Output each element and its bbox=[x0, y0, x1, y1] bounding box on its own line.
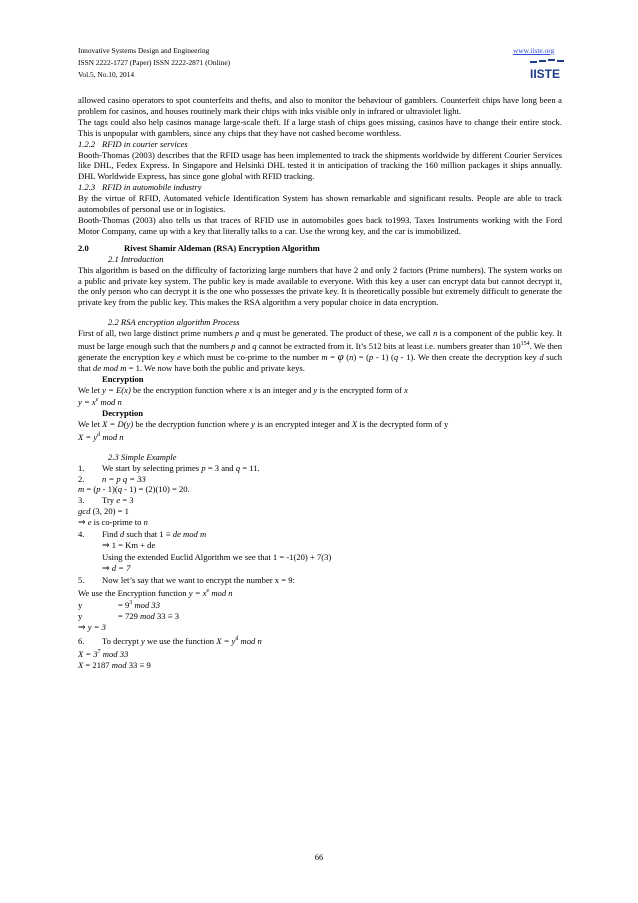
volume-line: Vol.5, No.10, 2014 bbox=[78, 70, 135, 79]
implies-icon: ⇒ bbox=[78, 623, 86, 634]
subsection-2-3: 2.3 Simple Example bbox=[108, 451, 177, 462]
subsection-1-2-2: 1.2.2 RFID in courier services bbox=[78, 138, 188, 149]
example-step-5: 5. Now let’s say that we want to encrypt the number x = 9: bbox=[78, 574, 295, 585]
example-enc-function: We use the Encryption function $y = x^e$ mod n bbox=[78, 587, 233, 598]
paragraph-ford: Booth-Thomas (2003) also tells us that traces of RFID use in automobiles goes back to1993. Taxes Instruments working with the Ford Motor Company, came up with a key that literally talks to a car. Use the wrong key, and the car is immobilized. bbox=[78, 214, 562, 236]
example-y-calc-1: $y = 9^3$ mod 33 bbox=[78, 600, 160, 611]
paragraph-theft: The tags could also help casinos manage large-scale theft. If a large stash of chips goes missing, casinos have to change their entire stock. This is unpopular with gamblers, since any chips that they have not cashed become worthless. bbox=[78, 116, 562, 138]
subsection-2-2: 2.2 RSA encryption algorithm Process bbox=[108, 317, 240, 328]
paragraph-casino: allowed casino operators to spot counterfeits and thefts, and also to monitor the behaviour of gamblers. Counterfeit chips have long been a problem for casinos, and houses routinely mark their chips with inks visible only in infrared or ultraviolet light. bbox=[78, 95, 562, 116]
example-coprime: ⇒ e is co-prime to n bbox=[78, 517, 148, 529]
paragraph-automobile: By the virtue of RFID, Automated vehicle Identification System has shown remarkable and significant results. People are able to track automobiles of personal use or in logistics. bbox=[78, 193, 562, 215]
equiv-icon: ≡ bbox=[139, 659, 145, 670]
logo-text: IISTE bbox=[530, 67, 561, 81]
example-km-de: ⇒ 1 = Km + de bbox=[102, 540, 156, 552]
issn-line: ISSN 2222-1727 (Paper) ISSN 2222-2871 (Online) bbox=[78, 58, 231, 67]
journal-name: Innovative Systems Design and Engineering bbox=[78, 46, 210, 55]
encryption-heading: Encryption bbox=[102, 373, 144, 384]
page-number: 66 bbox=[314, 852, 324, 862]
encryption-formula: $y = x^e$ mod n bbox=[78, 397, 122, 408]
paragraph-rsa-intro: This algorithm is based on the difficulty of factorizing large numbers that have 2 and only 2 factors (Prime numbers). The system works on a public and private key system. The public key is made available to everyone. With this key a user can encrypt data but cannot decrypt it, the only person who can decrypt it is the one who possesses the private key. It is theoretically possible but extremely difficult to generate the private key from the public key. This makes the RSA algorithm a very popular choice in data encryption. bbox=[78, 264, 562, 308]
implies-icon: ⇒ bbox=[78, 518, 86, 529]
example-x-calc-2: X = 2187 mod 33 ≡ 9 bbox=[78, 659, 151, 670]
example-gcd: gcd (3, 20) = 1 bbox=[78, 506, 129, 517]
example-step-2: 2. n = p q = 33 bbox=[78, 473, 146, 484]
subsection-1-2-3: 1.2.3 RFID in automobile industry bbox=[78, 182, 202, 193]
example-step-1: 1. We start by selecting primes p = 3 and q = 11. bbox=[78, 462, 260, 473]
journal-url-link[interactable]: www.iiste.org bbox=[513, 46, 555, 55]
section-2-0-heading: 2.0 Rivest Shamir Aldeman (RSA) Encryption Algorithm bbox=[78, 242, 320, 253]
example-y-result: ⇒ y = 3 bbox=[78, 622, 106, 634]
paragraph-rsa-process: First of all, two large distinct prime numbers p and q must be generated. The product of these, we call n is a component of the public key. It must be large enough such that the numbers p and q cannot be extracted from it. It’s 512 bits at least i.e. numbers greater than $10^{154}$. We then generate the encryption key e which must be co-prime to the number m = φ (n) = (p - 1) (q - 1). We then create the decryption key d such that de mod m = 1. We now have both the public and private keys. bbox=[78, 328, 562, 373]
example-m-value: m = (p - 1)(q - 1) = (2)(10) = 20. bbox=[78, 484, 190, 495]
implies-icon: ⇒ bbox=[102, 541, 110, 552]
example-y-calc-2: y = 729 mod 33 ≡ 3 bbox=[78, 611, 180, 622]
decryption-formula: $X = y^d$ mod n bbox=[78, 431, 124, 442]
encryption-definition: We let y = E(x) be the encryption function where x is an integer and y is the encrypted form of x bbox=[78, 384, 408, 395]
example-step-6: 6. To decrypt y we use the function $X = y^d$ mod n bbox=[78, 635, 262, 646]
subsection-2-1: 2.1 Introduction bbox=[108, 253, 164, 264]
decryption-heading: Decryption bbox=[102, 408, 144, 419]
paragraph-courier: Booth-Thomas (2003) describes that the RFID usage has been implemented to track the shipments worldwide by different Courier Services like DHL, Fedex Express. In Singapore and Helsinki DHL tested it in anticipation of tracking the 160 million packages it ships annually. DHL Worldwide Express, has since gone global with RFID tracking. bbox=[78, 149, 562, 182]
equiv-icon: ≡ bbox=[165, 529, 171, 540]
iiste-logo bbox=[527, 58, 570, 82]
example-step-4: 4. Find d such that 1 ≡ de mod m bbox=[78, 529, 207, 540]
example-d-value: ⇒ d = 7 bbox=[102, 562, 131, 574]
decryption-definition: We let X = D(y) be the decryption function where y is an encrypted integer and X is the decrypted form of y bbox=[78, 419, 449, 430]
article-body bbox=[78, 95, 562, 670]
equiv-icon: ≡ bbox=[167, 611, 173, 622]
implies-icon: ⇒ bbox=[102, 563, 110, 574]
example-euclid: Using the extended Euclid Algorithm we see that 1 = -1(20) + 7(3) bbox=[102, 551, 332, 562]
example-x-calc-1: $X = 3^7$ mod 33 bbox=[78, 648, 129, 659]
example-step-3: 3. Try e = 3 bbox=[78, 495, 134, 506]
